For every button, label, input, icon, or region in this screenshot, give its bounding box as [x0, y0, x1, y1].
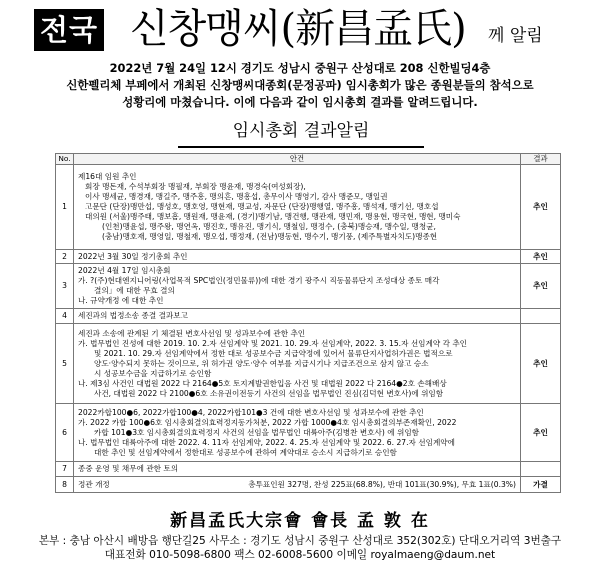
- agenda-line: (충남)맹호재, 맹영일, 맹철재, 맹오섭, 맹정재, (전남)맹동현, 맹수기, 맹기풍, (제주특별자치도)맹종현: [102, 232, 438, 241]
- header-no: No.: [56, 154, 74, 165]
- table-row: [56, 165, 561, 250]
- row-result: 추인: [521, 404, 561, 462]
- section-title: 임시총회 결과알림: [178, 118, 424, 148]
- row-agenda: [74, 309, 521, 324]
- row-result: 추인: [521, 250, 561, 264]
- vote-tally: 총투표인원 327명, 찬성 225표(68.8%), 반대 101표(30.9%), 무효 1표(0.3%): [248, 479, 516, 489]
- agenda-line: 대의원 (서울)맹주태, 맹보흠, 맹원재, 맹윤재, (경기)맹기남, 맹건행, 맹관재, 맹민재, 맹용현, 맹국현, 맹현, 맹미숙: [85, 212, 461, 221]
- row-result: 추인: [521, 264, 561, 309]
- page-title: 신창맹씨(新昌孟氏): [130, 6, 466, 52]
- table-row: [56, 264, 561, 309]
- signature: 新昌孟氏大宗會 會長 孟 敦 在: [170, 511, 430, 531]
- table-row: [56, 462, 561, 477]
- results-table: [55, 153, 561, 493]
- nationwide-badge: 전국: [34, 9, 104, 51]
- row-number: 1: [56, 165, 74, 250]
- row-result: 가결: [521, 477, 561, 493]
- agenda-line: 2022카합100●6, 2022가합100●4, 2022카합101●3 건에 대한 변호사선임 및 성과보수에 관한 추인: [78, 407, 424, 417]
- table-row: [56, 309, 561, 324]
- row-result: [521, 462, 561, 477]
- agenda-line: 나. 제3심 사건인 대법원 2022 다 2164●5호 토지계발권한입음 사건 및 대법원 2022 다 2164●2호 손해배상: [78, 378, 447, 388]
- table-header-row: [56, 154, 561, 165]
- agenda-line: 가. 2022 카합 100●6호 임시총회결의효력정지동가처분, 2022 가합 1000●4호 임시총회결의부존재확인, 2022: [78, 417, 457, 427]
- agenda-line: [78, 480, 516, 490]
- row-result: 추인: [521, 165, 561, 250]
- header-result: 결과: [521, 154, 561, 165]
- intro-paragraph: [0, 60, 600, 111]
- title-suffix: 께 알림: [488, 26, 543, 46]
- agenda-line: 종중 운영 및 채무에 관한 토의: [78, 464, 179, 473]
- agenda-line: 시 성공보수금을 지급하기로 승인함: [94, 368, 212, 378]
- table-row: [56, 477, 561, 493]
- agenda-line: 회장 맹돈재, 수석부회장 맹필재, 부회장 맹윤재, 맹경숙(여성회장),: [85, 182, 306, 191]
- intro-line: 성황리에 마쳤습니다. 이에 다음과 같이 임시총회 결과를 알려드립니다.: [122, 95, 478, 109]
- agenda-line: 및 2021. 10. 29.자 선임계약에서 정한 대로 성공보수금 지급약정에 있어서 물류단지사업허가권은 법적으로: [94, 348, 453, 358]
- agenda-line: 나. 법무법인 대륙아주에 대한 2022. 4. 11자 선임계약, 2022. 4. 25.자 선임계약 및 2022. 6. 27.자 선임계약에: [78, 437, 455, 447]
- row-number: 8: [56, 477, 74, 493]
- agenda-line: 가. 법무법인 진성에 대한 2019. 10. 2.자 선임계약 및 2021. 10. 29.자 선임계약, 2022. 3. 15.자 선임계약 각 추인: [78, 338, 468, 348]
- agenda-line: 양도·양수되지 못하는 것이므로, 위 허가권 양도·양수 여부를 지급시기나 지급조건으로 삼지 않고 승소: [94, 358, 429, 368]
- table-row: [56, 404, 561, 462]
- row-agenda: [74, 264, 521, 309]
- row-number: 6: [56, 404, 74, 462]
- row-number: 4: [56, 309, 74, 324]
- agenda-line: 제16대 임원 추인: [78, 172, 137, 181]
- row-agenda: [74, 404, 521, 462]
- agenda-line: 결의」에 대한 무효 결의: [94, 286, 175, 295]
- row-number: 3: [56, 264, 74, 309]
- intro-line: 신한펠리체 부페에서 개최된 신창맹씨대종회(문정공파) 임시총회가 많은 종원분들의 참석으로: [66, 78, 534, 92]
- footer: [0, 534, 600, 562]
- row-agenda: [74, 324, 521, 404]
- agenda-line: 2022년 4월 17일 임시총회: [78, 266, 171, 275]
- agenda-line: 사건, 대법원 2022 다 2100●6호 소유권이전등기 사건의 선임을 법무법인 진심(김덕현 변호사)에 위임함: [94, 388, 444, 398]
- row-agenda: [74, 165, 521, 250]
- row-agenda: [74, 477, 521, 493]
- row-result: 추인: [521, 324, 561, 404]
- agenda-line: (인천)맹윤섭, 맹주왕, 맹연옥, 맹진호, 맹유진, 맹기식, 맹철임, 맹정수, (충북)맹승재, 맹수일, 맹청균,: [102, 222, 436, 231]
- agenda-line: 카합 101●3호 임시총회결의효력정지 사건의 선임을 법무법인 대륙아주(김병찬 변호사) 에 위임함: [94, 427, 420, 437]
- header-agenda: 안건: [74, 154, 521, 165]
- agenda-line: 이사 맹세균, 맹경재, 맹길주, 맹주흥, 맹의흔, 맹흥섭, 총무이사 맹영기, 감사 맹준모, 맹일권: [85, 192, 388, 201]
- footer-contact: 대표전화 010-5098-6800 팩스 02-6008-5600 이메일 royalmaeng@daum.net: [104, 549, 496, 561]
- agenda-line: 2022년 3월 30일 정기총회 추인: [78, 251, 188, 261]
- table-row: [56, 250, 561, 264]
- row-number: 2: [56, 250, 74, 264]
- table-row: [56, 324, 561, 404]
- footer-address: 본부 : 충남 아산시 배방읍 행단길25 사무소 : 경기도 성남시 중원구 산성대로 352(302호) 단대오거리역 3번출구: [38, 535, 562, 547]
- row-agenda: [74, 462, 521, 477]
- agenda-line: 세진과 소송에 관계된 기 체결된 변호사선임 및 성과보수에 관한 추인: [78, 328, 306, 338]
- agenda-line: 고문단 (단장)맹만섭, 맹성호, 맹호영, 맹현재, 맹교성, 자문단 (단장)맹행열, 맹주흥, 맹석재, 맹기선, 맹호섭: [85, 202, 439, 211]
- agenda-line: 가. ?(주)현대엔지니어링(사업목적 SPC법인(정민물류))에 대한 경기 광주시 직동물류단지 조성대상 종토 매각: [78, 276, 440, 285]
- agenda-label: 정관 개정: [78, 479, 110, 489]
- agenda-line: 나. 규약개정 에 대한 추인: [78, 296, 164, 305]
- row-result: [521, 309, 561, 324]
- row-agenda: [74, 250, 521, 264]
- row-number: 5: [56, 324, 74, 404]
- agenda-line: 세진과의 법정소송 종결 결과보고: [78, 311, 188, 320]
- row-number: 7: [56, 462, 74, 477]
- intro-line: 2022년 7월 24일 12시 경기도 성남시 중원구 산성대로 208 신한빌딩4층: [109, 61, 491, 75]
- header: [0, 0, 600, 56]
- agenda-line: 대한 추인 및 선임계약에서 정한대로 성공보수에 관하여 계약대로 승소시 지급하기로 승인함: [94, 447, 397, 457]
